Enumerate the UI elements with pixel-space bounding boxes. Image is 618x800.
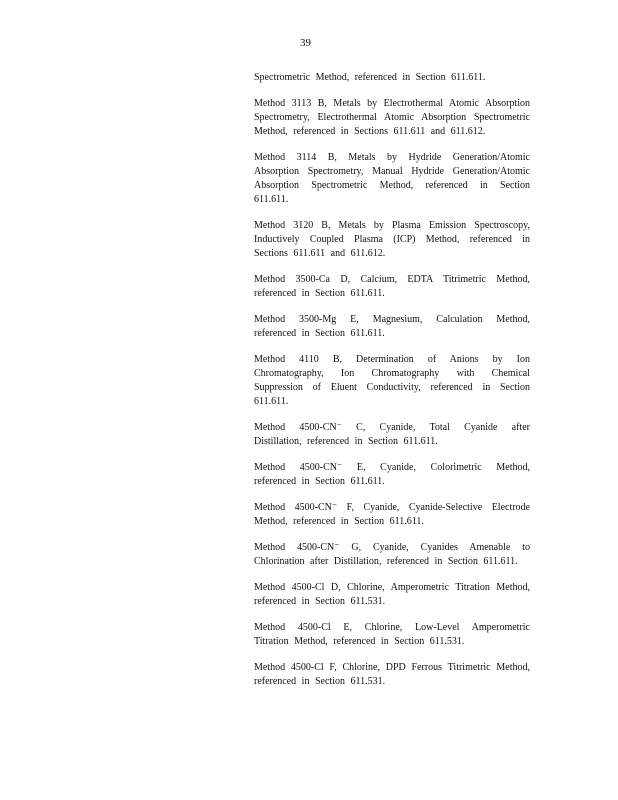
method-reference-list bbox=[254, 71, 530, 701]
method-entry-3500-ca-d: Method 3500-Ca D, Calcium, EDTA Titrimetric Method, referenced in Section 611.611. bbox=[254, 274, 530, 299]
method-entry-4500-cl-d: Method 4500-Cl D, Chlorine, Amperometric Titration Method, referenced in Section 611.531. bbox=[254, 582, 530, 607]
method-entry-3500-mg-e: Method 3500-Mg E, Magnesium, Calculation Method, referenced in Section 611.611. bbox=[254, 314, 530, 339]
method-entry-4500-cn-f: Method 4500-CN⁻ F, Cyanide, Cyanide-Selective Electrode Method, referenced in Section 611.611. bbox=[254, 502, 530, 527]
method-entry-4500-cl-e: Method 4500-Cl E, Chlorine, Low-Level Amperometric Titration Method, referenced in Section 611.531. bbox=[254, 622, 530, 647]
method-entry-3114b: Method 3114 B, Metals by Hydride Generation/Atomic Absorption Spectrometry, Manual Hydride Generation/Atomic Absorption Spectrometric Method, referenced in Section 611.611. bbox=[254, 152, 530, 205]
method-entry-4500-cn-g: Method 4500-CN⁻ G, Cyanide, Cyanides Amenable to Chlorination after Distillation, referenced in Section 611.611. bbox=[254, 542, 530, 567]
method-entry-3113b: Method 3113 B, Metals by Electrothermal Atomic Absorption Spectrometry, Electrothermal Atomic Absorption Spectrometric Method, referenced in Sections 611.611 and 611.612. bbox=[254, 98, 530, 137]
method-entry-4500-cn-c: Method 4500-CN⁻ C, Cyanide, Total Cyanide after Distillation, referenced in Section 611.611. bbox=[254, 422, 530, 447]
method-entry-4500-cl-f: Method 4500-Cl F, Chlorine, DPD Ferrous Titrimetric Method, referenced in Section 611.531. bbox=[254, 662, 530, 687]
page-number: 39 bbox=[300, 37, 311, 49]
method-entry-3120b: Method 3120 B, Metals by Plasma Emission Spectroscopy, Inductively Coupled Plasma (ICP) Method, referenced in Sections 611.611 and 611.612. bbox=[254, 220, 530, 259]
method-entry-continued: Spectrometric Method, referenced in Section 611.611. bbox=[254, 72, 486, 83]
method-entry-4110b: Method 4110 B, Determination of Anions by Ion Chromatography, Ion Chromatography with Chemical Suppression of Eluent Conductivity, referenced in Section 611.611. bbox=[254, 354, 530, 407]
method-entry-4500-cn-e: Method 4500-CN⁻ E, Cyanide, Colorimetric Method, referenced in Section 611.611. bbox=[254, 462, 530, 487]
